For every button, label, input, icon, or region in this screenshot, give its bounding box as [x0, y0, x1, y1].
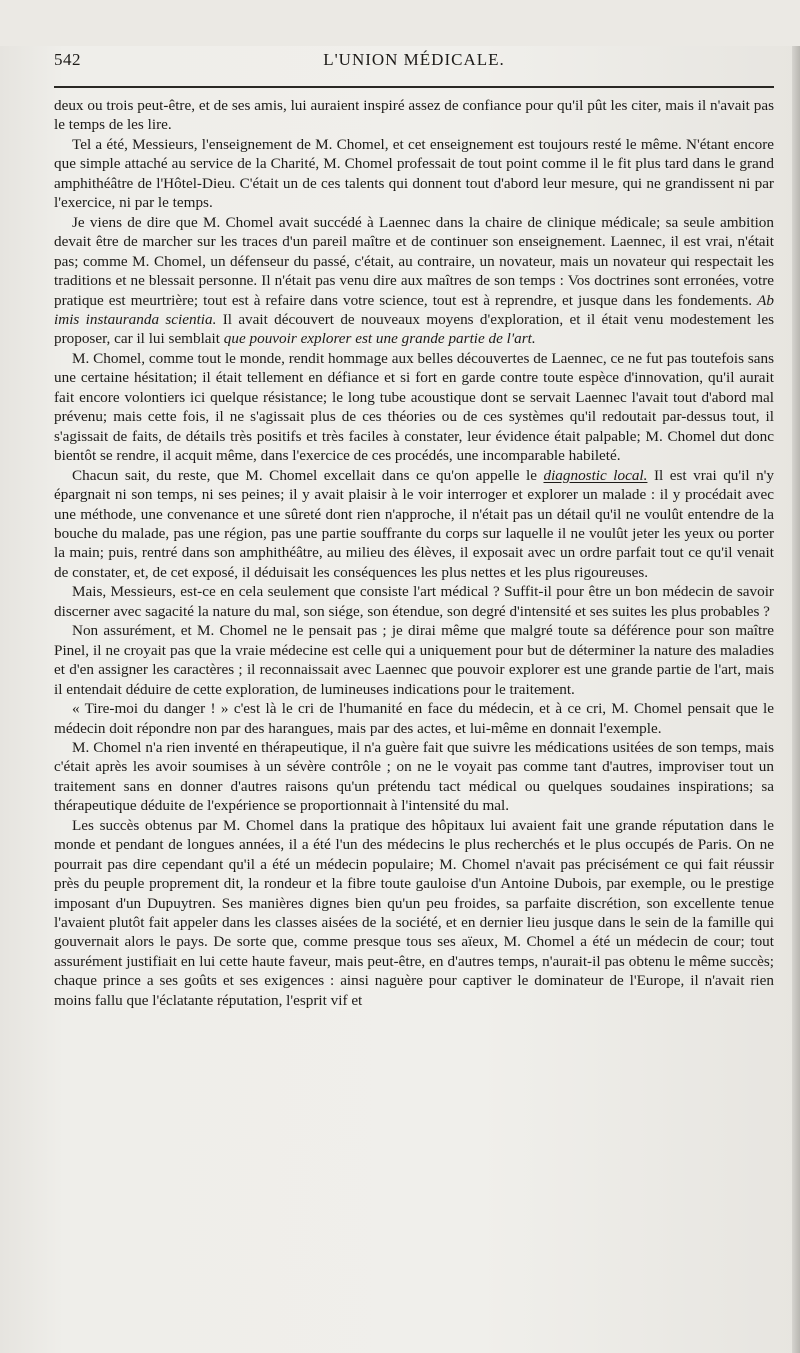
running-title: L'UNION MÉDICALE.: [323, 50, 505, 69]
paragraph: deux ou trois peut-être, et de ses amis, lui auraient inspiré assez de confiance pour qu'il pût les citer, mais il n'avait pas le temps de les lire.: [54, 97, 774, 134]
paragraph-text: Chacun sait, du reste, que M. Chomel excellait dans ce qu'on appelle le: [72, 466, 544, 484]
page-header: [54, 46, 774, 86]
document-page: [0, 46, 800, 1353]
paragraph-text: Il avait découvert de nouveaux moyens d'exploration, et il était venu modestement les proposer, car il lui semblait: [54, 310, 774, 348]
article-body: [54, 96, 774, 1010]
italic-phrase: que pouvoir explorer est une grande partie de l'art.: [223, 330, 536, 348]
paragraph: M. Chomel, comme tout le monde, rendit hommage aux belles découvertes de Laennec, ce ne fut pas toutefois sans une certaine hésitation; il était tellement en défiance et si fort en garde contre toute espèce d'innovation, qu'il aurait fait encore volontiers ici quelque résistance; le long tube acoustique dont se servait Laennec l'avait tout d'abord mal prévenu; mais cette fois, il ne s'agissait plus de ces théories ou de ces systèmes qu'il redoutait par-dessus tout, il s'agissait de faits, de détails très positifs et très faciles à constater, leur évidence était palpable; M. Chomel dut donc bientôt se rendre, il acquit même, dans l'exercice de ces procédés, une incomparable habileté.: [54, 349, 774, 465]
paragraph: Non assurément, et M. Chomel ne le pensait pas ; je dirai même que malgré toute sa déférence pour son maître Pinel, il ne croyait pas que la vraie médecine est celle qui a uniquement pour but de déterminer la nature des maladies et d'en assigner les caractères ; il reconnaissait avec Laennec que pouvoir explorer est une grande partie de l'art, mais il entendait déduire de cette exploration, de lumineuses indications pour le traitement.: [54, 622, 774, 698]
paragraph: [54, 213, 774, 349]
page-number: 542: [54, 50, 81, 69]
paragraph: Mais, Messieurs, est-ce en cela seulement que consiste l'art médical ? Suffit-il pour être un bon médecin de savoir discerner avec sagacité la nature du mal, son siége, son étendue, son degré d'intensité et ses suites les plus probables ?: [54, 583, 774, 620]
paragraph: [54, 466, 774, 583]
italic-term: diagnostic local.: [543, 466, 648, 484]
paragraph: Les succès obtenus par M. Chomel dans la pratique des hôpitaux lui avaient fait une grande réputation dans le monde et pendant de longues années, il a été l'un des médecins le plus recherchés et le plus occupés de Paris. On ne pourrait pas dire cependant qu'il a été un médecin populaire; M. Chomel n'avait pas précisément ce qui fait réussir près du peuple proprement dit, la rondeur et la fibre toute gauloise d'un Antoine Dubois, par exemple, ou le prestige imposant d'un Dupuytren. Ses manières dignes bien qu'un peu froides, sa parfaite discrétion, son excellente tenue l'avaient plutôt fait appeler dans les classes aisées de la société, et en dernier lieu jusque dans le sein de la famille qui gouvernait alors le pays. De sorte que, comme presque tous ses aïeux, M. Chomel a été un médecin de cour; tout assurément justifiait en lui cette haute faveur, mais peut-être, en d'autres temps, n'aurait-il pas obtenu le même succès; chaque prince a ses goûts et ses exigences : ainsi naguère pour captiver le dominateur de l'Europe, il n'avait rien moins fallu que l'éclatante réputation, l'esprit vif et: [54, 816, 774, 1009]
paragraph: Tel a été, Messieurs, l'enseignement de M. Chomel, et cet enseignement est toujours resté le même. N'étant encore que simple attaché au service de la Charité, M. Chomel professait de tout point comme il le fit plus tard dans le grand amphithéâtre de l'Hôtel-Dieu. C'était un de ces talents qui donnent tout d'abord leur mesure, qui ne grandissent ni par l'exercice, ni par le temps.: [54, 135, 774, 212]
latin-quote: Ab imis instauranda scientia.: [54, 291, 774, 328]
paragraph-text: Il est vrai qu'il n'y épargnait ni son temps, ni ses peines; il y avait plaisir à le voir interroger et explorer un malade : il y procédait avec une méthode, une convenance et une sûreté dont rien n'approche, il n'était pas un détail qu'il ne voulût entendre de la bouche du malade, pas une région, pas une partie souffrante du corps sur laquelle il ne voulût jeter les yeux ou porter la main; puis, rentré dans son amphithéâtre, au milieu des élèves, il exposait avec un ordre parfait tout ce qu'il venait de constater, et, de cet exposé, il déduisait les conséquences les plus nettes et les plus rigoureuses.: [54, 466, 775, 581]
paragraph: « Tire-moi du danger ! » c'est là le cri de l'humanité en face du médecin, et à ce cri, M. Chomel pensait que le médecin doit répondre non par des harangues, mais par des actes, et lui-même en donnait l'exemple.: [54, 700, 774, 737]
header-rule: [54, 86, 774, 88]
page-edge-shadow: [792, 46, 800, 1353]
paragraph-text: Je viens de dire que M. Chomel avait succédé à Laennec dans la chaire de clinique médicale; sa seule ambition devait être de marcher sur les traces d'un pareil maître et de continuer son enseignement. Laennec, il est vrai, n'était pas; comme M. Chomel, un défenseur du passé, c'était, au contraire, un novateur, mais un novateur qui respectait les traditions et ne blessait personne. Il n'était pas venu dire aux maîtres de son temps : Vos doctrines sont erronées, votre pratique est meurtrière; tout est à refaire dans votre science, tout est à reprendre, et jusque dans les fondements.: [54, 213, 774, 309]
paragraph: M. Chomel n'a rien inventé en thérapeutique, il n'a guère fait que suivre les médications usitées de son temps, mais c'était après les avoir soumises à un sévère contrôle ; on ne le voyait pas comme tant d'autres, improviser tout un traitement sans en donner d'autres raisons qu'un prétendu tact médical ou quelques soudaines inspirations; sa thérapeutique déduite de l'expérience se proportionnait à l'intensité du mal.: [54, 738, 774, 815]
